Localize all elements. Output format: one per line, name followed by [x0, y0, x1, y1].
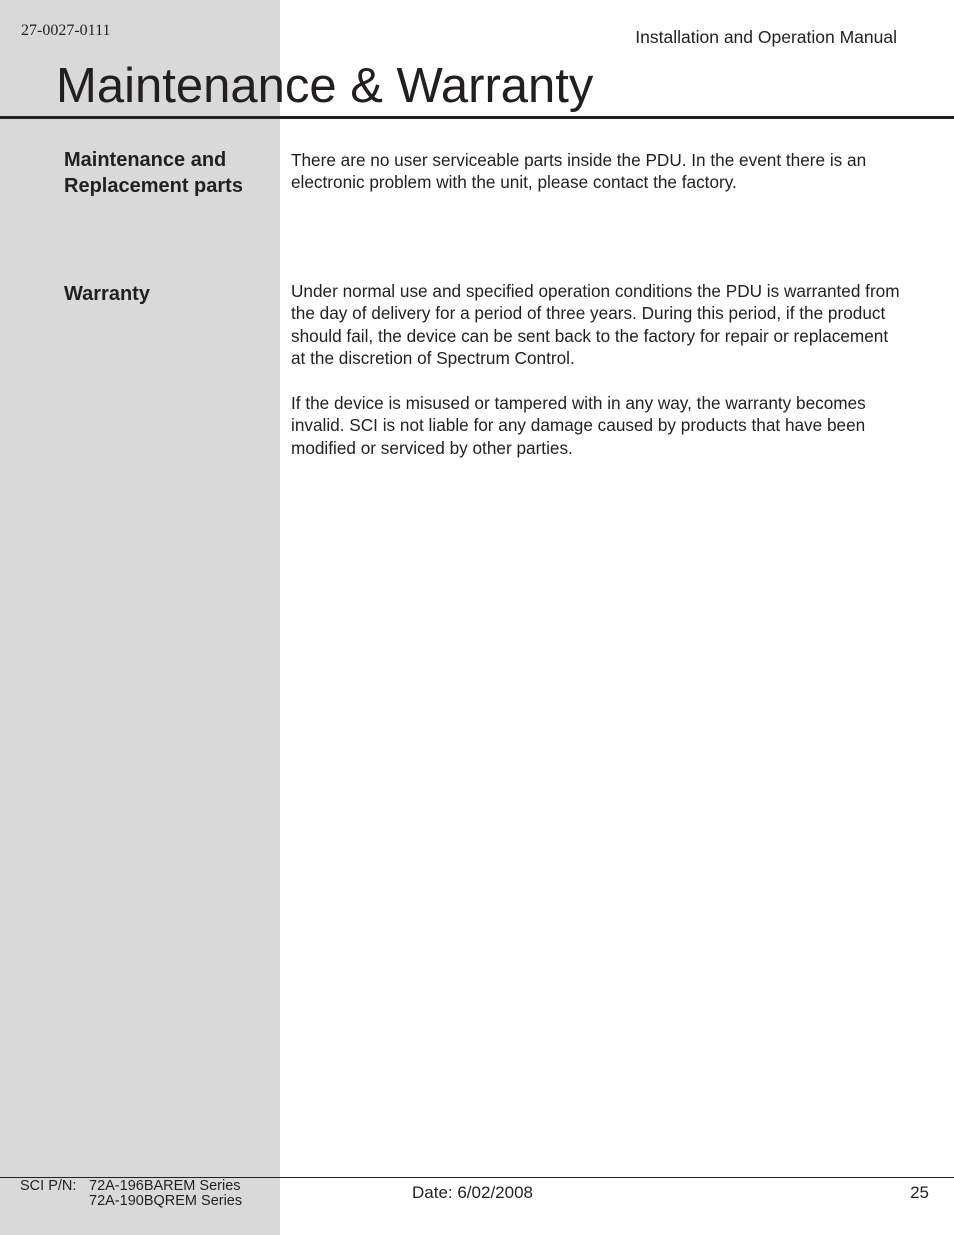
maintenance-heading: Maintenance and Replacement parts: [64, 149, 243, 197]
footer-part-numbers: [20, 1179, 242, 1209]
warranty-body: [291, 280, 903, 459]
manual-title: Installation and Operation Manual: [635, 27, 897, 47]
page-number: 25: [910, 1183, 929, 1202]
maintenance-paragraph: There are no user serviceable parts inside the PDU. In the event there is an electronic problem with the unit, please contact the factory.: [291, 150, 867, 193]
warranty-paragraph-misuse: If the device is misused or tampered with in any way, the warranty becomes invalid. SCI is not liable for any damage caused by products that have been modified or serviced by other parties.: [291, 393, 866, 458]
part-number-2: 72A-190BQREM Series: [89, 1193, 243, 1209]
page-title: Maintenance & Warranty: [56, 59, 594, 113]
warranty-heading: Warranty: [64, 283, 150, 305]
footer-date: Date: 6/02/2008: [412, 1183, 533, 1202]
title-divider: [0, 116, 954, 119]
maintenance-body: [291, 149, 903, 194]
document-number: 27-0027-0111: [21, 22, 111, 39]
part-number-1: 72A-196BAREM Series: [89, 1178, 241, 1194]
part-number-label: SCI P/N:: [20, 1178, 77, 1194]
warranty-paragraph-terms: Under normal use and specified operation conditions the PDU is warranted from the day of delivery for a period of three years. During this period, if the product should fail, the device can be sent back to the factory for repair or replacement at the discretion of Spectrum Control.: [291, 281, 900, 369]
